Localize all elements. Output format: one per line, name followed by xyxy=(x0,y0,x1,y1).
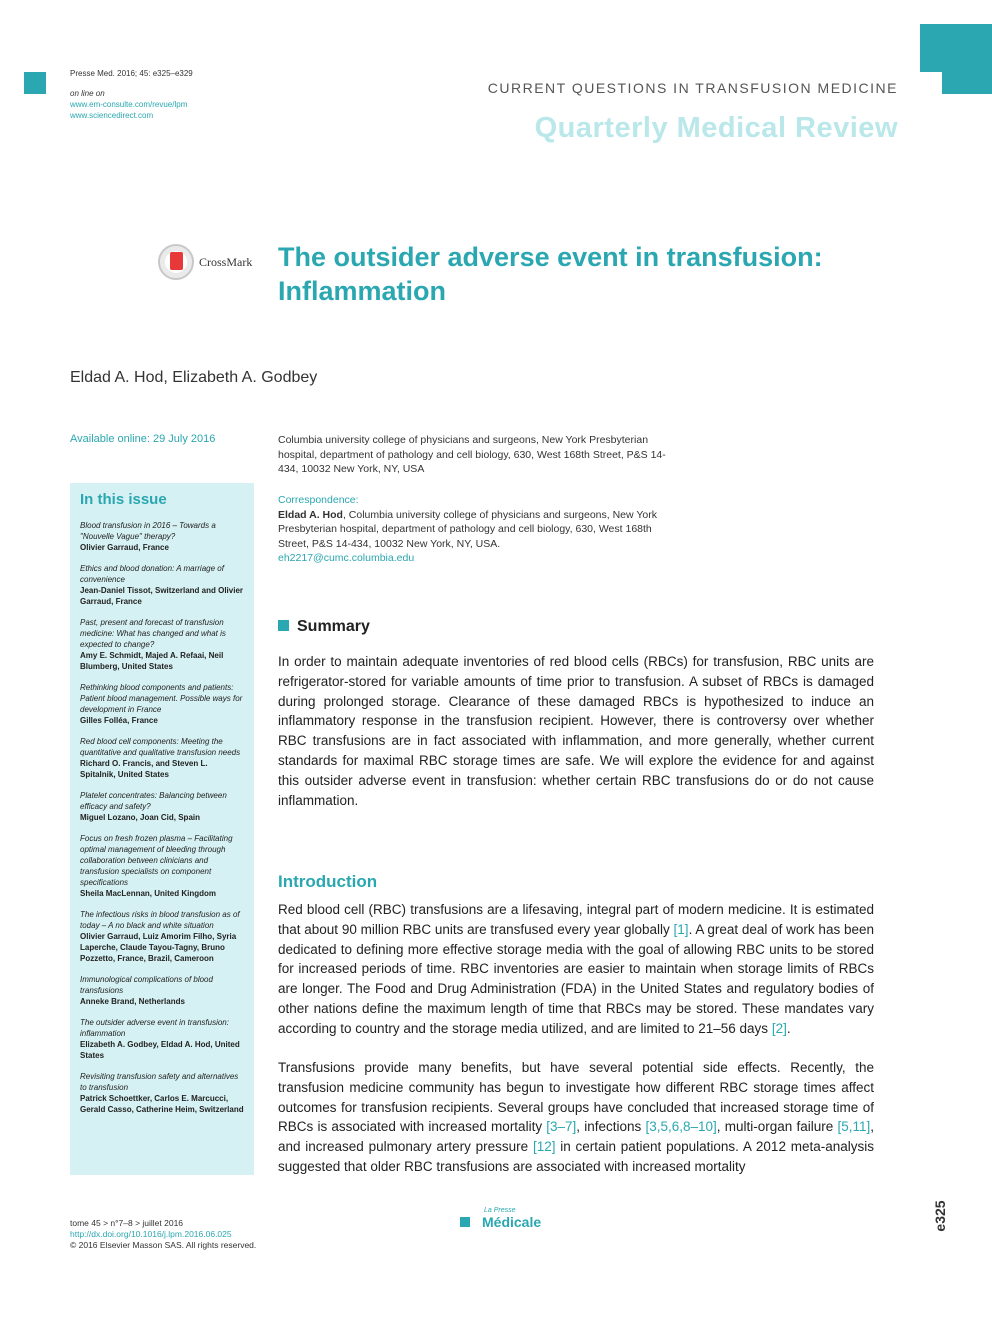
issue-item-authors: Richard O. Francis, and Steven L. Spitalnik, United States xyxy=(80,759,208,779)
footer-issue: tome 45 > n°7–8 > juillet 2016 xyxy=(70,1218,184,1228)
authors: Eldad A. Hod, Elizabeth A. Godbey xyxy=(70,369,318,386)
issue-item[interactable] xyxy=(80,974,244,1007)
issue-item-title: Immunological complications of blood transfusions xyxy=(80,975,213,995)
in-this-issue-box xyxy=(70,483,254,1175)
issue-item[interactable] xyxy=(80,790,244,823)
issue-item-title: Rethinking blood components and patients: Patient blood management. Possible ways for development in France xyxy=(80,683,243,714)
issue-item-authors: Jean-Daniel Tissot, Switzerland and Olivier Garraud, France xyxy=(80,586,244,606)
footer-copyright: © 2016 Elsevier Masson SAS. All rights reserved. xyxy=(70,1240,257,1250)
issue-item-title: Blood transfusion in 2016 – Towards a "Nouvelle Vague" therapy? xyxy=(80,521,216,541)
text-run: . xyxy=(786,1020,791,1036)
issue-item-title: Revisiting transfusion safety and alternatives to transfusion xyxy=(80,1072,239,1092)
issue-item[interactable] xyxy=(80,833,244,899)
issue-item[interactable] xyxy=(80,736,244,780)
issue-item-title: Platelet concentrates: Balancing between efficacy and safety? xyxy=(80,791,227,811)
issue-item[interactable] xyxy=(80,1017,244,1061)
summary-text: In order to maintain adequate inventories of red blood cells (RBCs) for transfusion, RBC units are refrigerator-stored for variable amounts of time prior to transfusion. A subset of RBCs is damaged during prolonged storage. Clearance of these damaged RBCs is hypothesized to induce an inflammatory response in the transfusion recipient. However, there is controversy over whether RBC transfusions are in fact associated with inflammation, and more generally, whether current standards for maximal RBC storage times are safe. We will explore the evidence for and against this outsider adverse event in transfusion: whether certain RBC transfusions do or do not cause inflammation. xyxy=(278,654,874,808)
correspondence xyxy=(278,493,678,566)
reference-link[interactable]: [3,5,6,8–10] xyxy=(645,1119,717,1135)
introduction-heading: Introduction xyxy=(278,872,378,891)
issue-item-authors: Anneke Brand, Netherlands xyxy=(80,997,185,1006)
correspondence-name: Eldad A. Hod xyxy=(278,508,343,521)
text-run: Red blood cell (RBC) transfusions are a lifesaving, integral part of modern medicine. It is estimated that about 90 million RBC units are transfused every year globally xyxy=(278,902,874,937)
issue-item[interactable] xyxy=(80,682,244,726)
issue-item-authors: Olivier Garraud, Luiz Amorim Filho, Syria Laperche, Claude Tayou-Tagny, Bruno Pozzetto, France, Brazil, Cameroon xyxy=(80,932,237,963)
issue-item-title: The infectious risks in blood transfusion as of today – A no black and white situation xyxy=(80,910,240,930)
logo-small-text: La Presse xyxy=(484,1207,516,1214)
series-label: CURRENT QUESTIONS IN TRANSFUSION MEDICINE xyxy=(487,80,898,96)
crossmark-label: CrossMark xyxy=(199,255,253,269)
issue-item[interactable] xyxy=(80,563,244,607)
issue-item[interactable] xyxy=(80,909,244,964)
logo-big-text: Médicale xyxy=(482,1214,542,1230)
corner-decoration-right xyxy=(920,24,992,94)
issue-item-authors: Olivier Garraud, France xyxy=(80,543,169,552)
issue-item-authors: Sheila MacLennan, United Kingdom xyxy=(80,889,217,898)
reference-link[interactable]: [1] xyxy=(673,921,689,937)
issue-item-authors: Amy E. Schmidt, Majed A. Refaai, Neil Blumberg, United States xyxy=(80,651,224,671)
page-number xyxy=(918,1196,962,1240)
text-run: , and increased pulmonary artery pressure xyxy=(278,1119,874,1155)
reference-link[interactable]: [12] xyxy=(532,1139,556,1155)
in-this-issue-title: In this issue xyxy=(80,491,167,508)
summary-heading xyxy=(278,618,370,636)
online-label: on line on xyxy=(70,89,105,98)
issue-item[interactable] xyxy=(80,1071,244,1115)
issue-item-title: Red blood cell components: Meeting the quantitative and qualitative transfusion needs xyxy=(80,737,241,757)
corner-decoration-left xyxy=(24,72,46,94)
correspondence-email[interactable]: eh2217@cumc.columbia.edu xyxy=(278,552,415,564)
issue-item-title: Ethics and blood donation: A marriage of convenience xyxy=(80,564,224,584)
issue-item-authors: Patrick Schoettker, Carlos E. Marcucci, Gerald Casso, Catherine Heim, Switzerland xyxy=(80,1094,244,1114)
footer-info xyxy=(70,1218,256,1251)
footer-doi[interactable]: http://dx.doi.org/10.1016/j.lpm.2016.06.025 xyxy=(70,1229,232,1239)
journal-meta xyxy=(70,68,193,121)
text-run: Transfusions provide many benefits, but have several potential side effects. Recently, the transfusion medicine community has begun to investigate how different RBC storage times affect outcomes for transfusion recipients. Several groups have concluded that increased storage time of RBCs is associated with increased mortality xyxy=(278,1060,874,1135)
reference-link[interactable]: [5,11] xyxy=(837,1119,871,1135)
correspondence-heading: Correspondence: xyxy=(278,494,359,506)
issue-item-authors: Elizabeth A. Godbey, Eldad A. Hod, United States xyxy=(80,1040,240,1060)
journal-logo xyxy=(460,1207,570,1233)
issue-item-title: Focus on fresh frozen plasma – Facilitating optimal management of bleeding through collaboration between clinicians and transfusion specialists on component specifications xyxy=(80,834,233,887)
crossmark-icon xyxy=(158,244,194,280)
issue-item-authors: Gilles Folléa, France xyxy=(80,716,158,725)
summary-square-icon xyxy=(278,620,289,631)
journal-url-2[interactable]: www.sciencedirect.com xyxy=(70,111,154,120)
article-title: The outsider adverse event in transfusion: Inflammation xyxy=(278,242,823,306)
logo-square-icon xyxy=(460,1217,470,1227)
available-online: Available online: 29 July 2016 xyxy=(70,433,216,445)
text-run: in certain patient populations. A 2012 meta-analysis suggested that older RBC transfusions are associated with increased mortality xyxy=(278,1139,874,1174)
summary-heading-text: Summary xyxy=(297,618,370,635)
reference-link[interactable]: [2] xyxy=(771,1020,787,1036)
reference-link[interactable]: [3–7] xyxy=(546,1119,577,1135)
journal-url-1[interactable]: www.em-consulte.com/revue/lpm xyxy=(70,100,188,109)
text-run: , infections xyxy=(576,1119,646,1135)
citation: Presse Med. 2016; 45: e325–e329 xyxy=(70,69,193,78)
issue-item-title: Past, present and forecast of transfusion medicine: What has changed and what is expected to change? xyxy=(80,618,226,649)
affiliation: Columbia university college of physicians and surgeons, New York Presbyterian hospital, department of pathology and cell biology, 630, West 168th Street, P&S 14-434, 10032 New York, NY, USA xyxy=(278,434,666,475)
introduction-paragraph-1 xyxy=(278,900,874,1039)
issue-item[interactable] xyxy=(80,617,244,672)
page-number-text: e325 xyxy=(932,1200,948,1232)
review-label: Quarterly Medical Review xyxy=(534,112,898,144)
text-run: , multi-organ failure xyxy=(716,1119,838,1135)
crossmark-badge[interactable] xyxy=(158,244,258,282)
text-run: . A great deal of work has been dedicated to defining more effective storage media with the goal of allowing RBC units to be stored for increased periods of time. RBC inventories are easier to maintain when storage limits of RBCs are longer. The Food and Drug Administration (FDA) in the United States and regulatory bodies of other nations define the maximum length of time that RBCs may be stored. These mandates vary according to country and the storage media utilized, and are limited to 21–56 days xyxy=(278,921,874,1036)
issue-item-title: The outsider adverse event in transfusion: inflammation xyxy=(80,1018,229,1038)
introduction-paragraph-2 xyxy=(278,1058,874,1177)
issue-item[interactable] xyxy=(80,520,244,553)
issue-item-authors: Miguel Lozano, Joan Cid, Spain xyxy=(80,813,201,822)
correspondence-address: , Columbia university college of physicians and surgeons, New York Presbyterian hospital, department of pathology and cell biology, 630, West 168th Street, P&S 14-434, 10032 New York, NY, USA. xyxy=(278,508,657,550)
